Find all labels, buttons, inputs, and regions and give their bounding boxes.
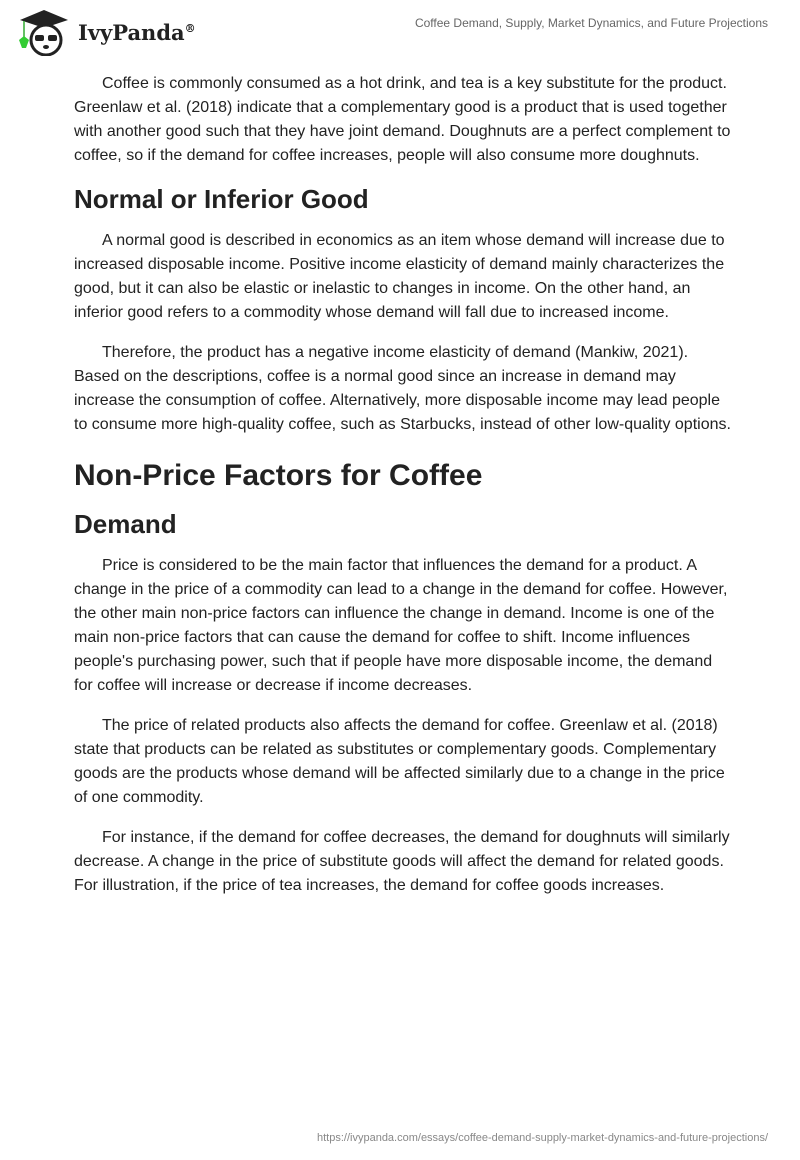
- panda-graduate-icon: [16, 8, 72, 56]
- section-heading-non-price: Non-Price Factors for Coffee: [74, 459, 483, 492]
- subsection-heading-demand: Demand: [74, 509, 177, 539]
- brand-name: IvyPanda: [78, 19, 185, 45]
- paragraph: Coffee is commonly consumed as a hot drink, and tea is a key substitute for the product. Greenlaw et al. (2018) indicate that a complementary good is a product that is used together with another good such that they have joint demand. Doughnuts are a perfect complement to coffee, so if the demand for coffee increases, people will also consume more doughnuts.: [74, 75, 731, 164]
- paragraph: Therefore, the product has a negative income elasticity of demand (Mankiw, 2021). Based on the descriptions, coffee is a normal good since an increase in demand may increase the consumption of coffee. Alternatively, more disposable income may lead people to consume more high-quality coffee, such as Starbucks, instead of other low-quality options.: [74, 344, 731, 433]
- paragraph: For instance, if the demand for coffee decreases, the demand for doughnuts will similarly decrease. A change in the price of substitute goods will affect the demand for related goods. For illustration, if the price of tea increases, the demand for coffee goods increases.: [74, 829, 730, 894]
- article-body: [74, 72, 734, 914]
- section-heading-normal-inferior: Normal or Inferior Good: [74, 184, 369, 214]
- paragraph: The price of related products also affects the demand for coffee. Greenlaw et al. (2018) state that products can be related as substitutes or complementary goods. Complementary goods are the products whose demand will be affected similarly due to a change in the price of one commodity.: [74, 717, 725, 806]
- source-url: https://ivypanda.com/essays/coffee-demand-supply-market-dynamics-and-future-projections/: [317, 1132, 768, 1144]
- document-title: Coffee Demand, Supply, Market Dynamics, and Future Projections: [414, 16, 768, 30]
- paragraph: Price is considered to be the main factor that influences the demand for a product. A change in the price of a commodity can lead to a change in the demand for coffee. However, the other main non-price factors can influence the change in demand. Income is one of the main non-price factors that can cause the demand for coffee to shift. Income influences people's purchasing power, such that if people have more disposable income, the demand for coffee will increase or decrease if income decreases.: [74, 557, 728, 694]
- registered-mark: ®: [184, 21, 196, 35]
- ivypanda-logo[interactable]: [16, 8, 196, 56]
- paragraph: A normal good is described in economics as an item whose demand will increase due to increased disposable income. Positive income elasticity of demand mainly characterizes the good, but it can also be elastic or inelastic to changes in income. On the other hand, an inferior good refers to a commodity whose demand will fall due to increased income.: [74, 232, 725, 321]
